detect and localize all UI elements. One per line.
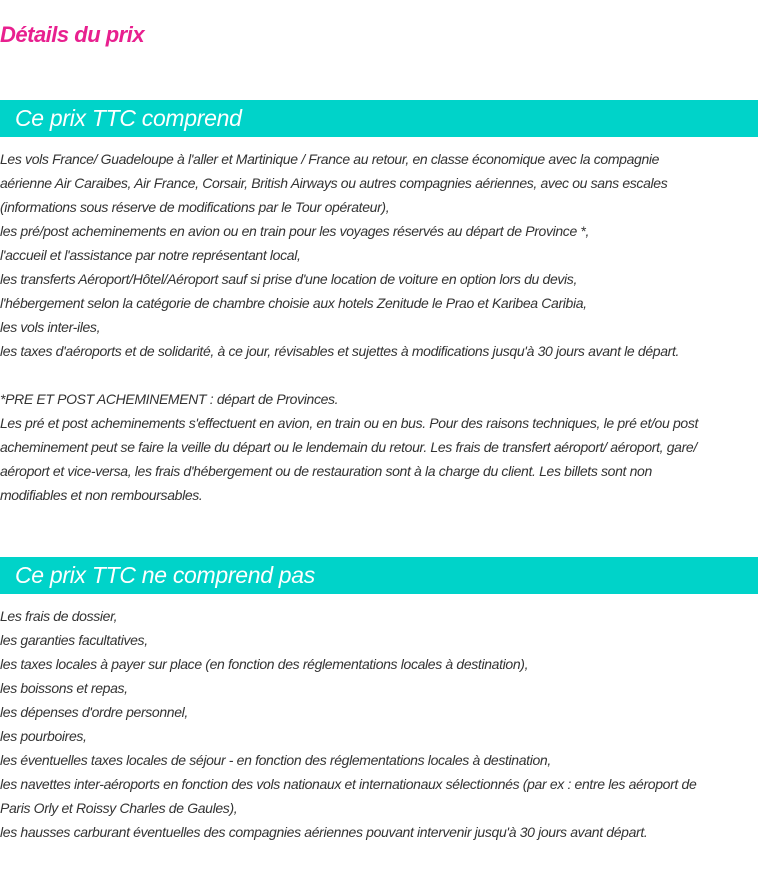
excludes-line: les boissons et repas, bbox=[0, 680, 128, 696]
includes-list bbox=[0, 147, 758, 507]
includes-line: l'accueil et l'assistance par notre représentant local, bbox=[0, 247, 301, 263]
excludes-line: les hausses carburant éventuelles des compagnies aériennes pouvant intervenir jusqu'à 30 jours avant départ. bbox=[0, 824, 648, 840]
includes-section-banner bbox=[0, 100, 758, 137]
excludes-section-banner bbox=[0, 557, 758, 594]
excludes-heading: Ce prix TTC ne comprend pas bbox=[15, 562, 315, 588]
note-line: acheminement peut se faire la veille du départ ou le lendemain du retour. Les frais de transfert aéroport/ aéroport, gare/ bbox=[0, 439, 697, 455]
excludes-line: les pourboires, bbox=[0, 728, 87, 744]
excludes-line: Paris Orly et Roissy Charles de Gaules), bbox=[0, 800, 238, 816]
note-line: *PRE ET POST ACHEMINEMENT : départ de Provinces. bbox=[0, 391, 339, 407]
note-line: aéroport et vice-versa, les frais d'hébergement ou de restauration sont à la charge du client. Les billets sont non bbox=[0, 463, 652, 479]
excludes-line: Les frais de dossier, bbox=[0, 608, 118, 624]
includes-line: l'hébergement selon la catégorie de chambre choisie aux hotels Zenitude le Prao et Karibea Caribia, bbox=[0, 295, 587, 311]
includes-line: les pré/post acheminements en avion ou en train pour les voyages réservés au départ de Province *, bbox=[0, 223, 590, 239]
note-line: Les pré et post acheminements s'effectuent en avion, en train ou en bus. Pour des raisons techniques, le pré et/ou post bbox=[0, 415, 699, 431]
note-line: modifiables et non remboursables. bbox=[0, 487, 203, 503]
includes-line: les vols inter-iles, bbox=[0, 319, 101, 335]
excludes-line: les navettes inter-aéroports en fonction des vols nationaux et internationaux sélectionnés (par ex : entre les aéroport de bbox=[0, 776, 697, 792]
includes-line: Les vols France/ Guadeloupe à l'aller et Martinique / France au retour, en classe économique avec la compagnie bbox=[0, 151, 660, 167]
includes-line: les transferts Aéroport/Hôtel/Aéroport sauf si prise d'une location de voiture en option lors du devis, bbox=[0, 271, 577, 287]
excludes-list bbox=[0, 604, 758, 844]
page-title: Détails du prix bbox=[0, 22, 145, 47]
excludes-line: les dépenses d'ordre personnel, bbox=[0, 704, 188, 720]
spacer bbox=[0, 363, 758, 387]
includes-line: les taxes d'aéroports et de solidarité, à ce jour, révisables et sujettes à modifications jusqu'à 30 jours avant le départ. bbox=[0, 343, 680, 359]
includes-heading: Ce prix TTC comprend bbox=[15, 105, 242, 131]
excludes-line: les taxes locales à payer sur place (en fonction des réglementations locales à destination), bbox=[0, 656, 529, 672]
excludes-line: les éventuelles taxes locales de séjour - en fonction des réglementations locales à destination, bbox=[0, 752, 551, 768]
excludes-line: les garanties facultatives, bbox=[0, 632, 148, 648]
includes-line: (informations sous réserve de modifications par le Tour opérateur), bbox=[0, 199, 390, 215]
includes-line: aérienne Air Caraibes, Air France, Corsair, British Airways ou autres compagnies aériennes, avec ou sans escales bbox=[0, 175, 668, 191]
